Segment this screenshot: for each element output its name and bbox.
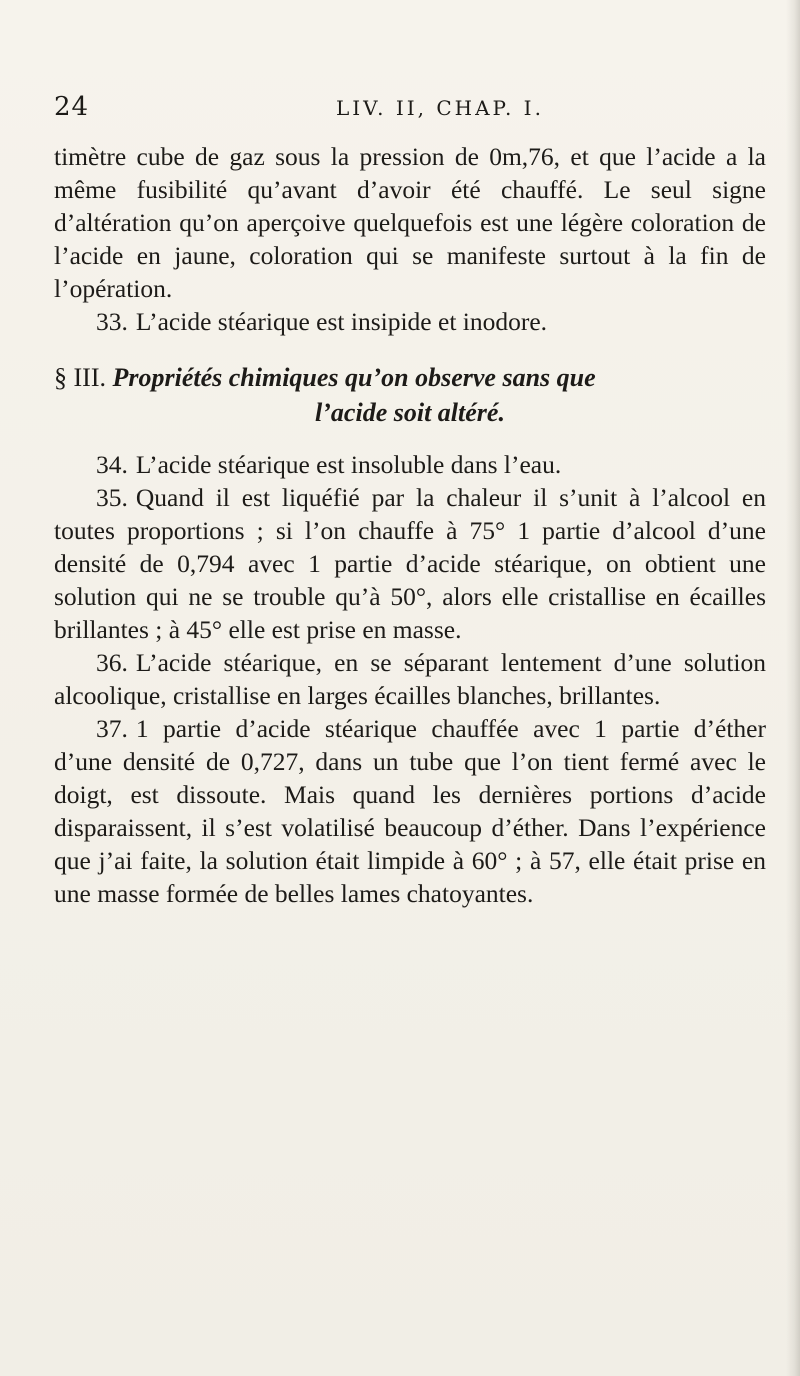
paragraph-continuation: timètre cube de gaz sous la pression de 0m,76, et que l’acide a la même fusibilité qu’avant d’avoir été chauffé. Le seul signe d’altération qu’on aperçoive quelquefois est une légère coloration de l’acide en jaune, coloration qui se manifeste surtout à la fin de l’opération. bbox=[54, 142, 766, 303]
paragraph-text: L’acide stéarique, en se séparant lentement d’une solution alcoolique, cristallise en larges écailles blanches, brillantes. bbox=[54, 648, 766, 710]
paragraph-number: 35. bbox=[96, 483, 128, 512]
paragraph-36 bbox=[54, 646, 766, 712]
paragraph-number: 37. bbox=[96, 714, 128, 743]
running-head: LIV. II, CHAP. I. bbox=[336, 96, 544, 120]
paragraph-number: 34. bbox=[96, 450, 128, 479]
paragraph-text: Quand il est liquéfié par la chaleur il s’unit à l’alcool en toutes proportions ; si l’on chauffe à 75° 1 partie d’alcool d’une densité de 0,794 avec 1 partie d’acide stéarique, on obtient une solution qui ne se trouble qu’à 50°, alors elle cristallise en écailles brillantes ; à 45° elle est prise en masse. bbox=[54, 483, 766, 644]
paragraph-number: 36. bbox=[96, 648, 128, 677]
paragraph-34 bbox=[54, 448, 766, 481]
section-title-line-2: l’acide soit altéré. bbox=[315, 398, 505, 427]
section-symbol: § III. bbox=[54, 363, 106, 392]
page-header bbox=[0, 92, 800, 128]
section-title-line-1: Propriétés chimiques qu’on observe sans que bbox=[112, 363, 596, 392]
paragraph-text: 1 partie d’acide stéarique chauffée avec 1 partie d’éther d’une densité de 0,727, dans un tube que l’on tient fermé avec le doigt, est dissoute. Mais quand les dernières portions d’acide disparaissent, il s’est volatilisé beaucoup d’éther. Dans l’expérience que j’ai faite, la solution était limpide à 60° ; à 57, elle était prise en une masse formée de belles lames chatoyantes. bbox=[54, 714, 766, 908]
paragraph-35 bbox=[54, 481, 766, 646]
page-body bbox=[54, 140, 766, 910]
paragraph-number: 33. bbox=[96, 307, 128, 336]
section-heading bbox=[54, 360, 766, 430]
page-number: 24 bbox=[54, 92, 90, 122]
paragraph-text: L’acide stéarique est insipide et inodore. bbox=[135, 307, 548, 336]
paragraph-33 bbox=[54, 305, 766, 338]
page-edge-shadow bbox=[786, 0, 800, 1376]
paragraph-text: L’acide stéarique est insoluble dans l’eau. bbox=[135, 450, 562, 479]
paragraph-37 bbox=[54, 712, 766, 910]
